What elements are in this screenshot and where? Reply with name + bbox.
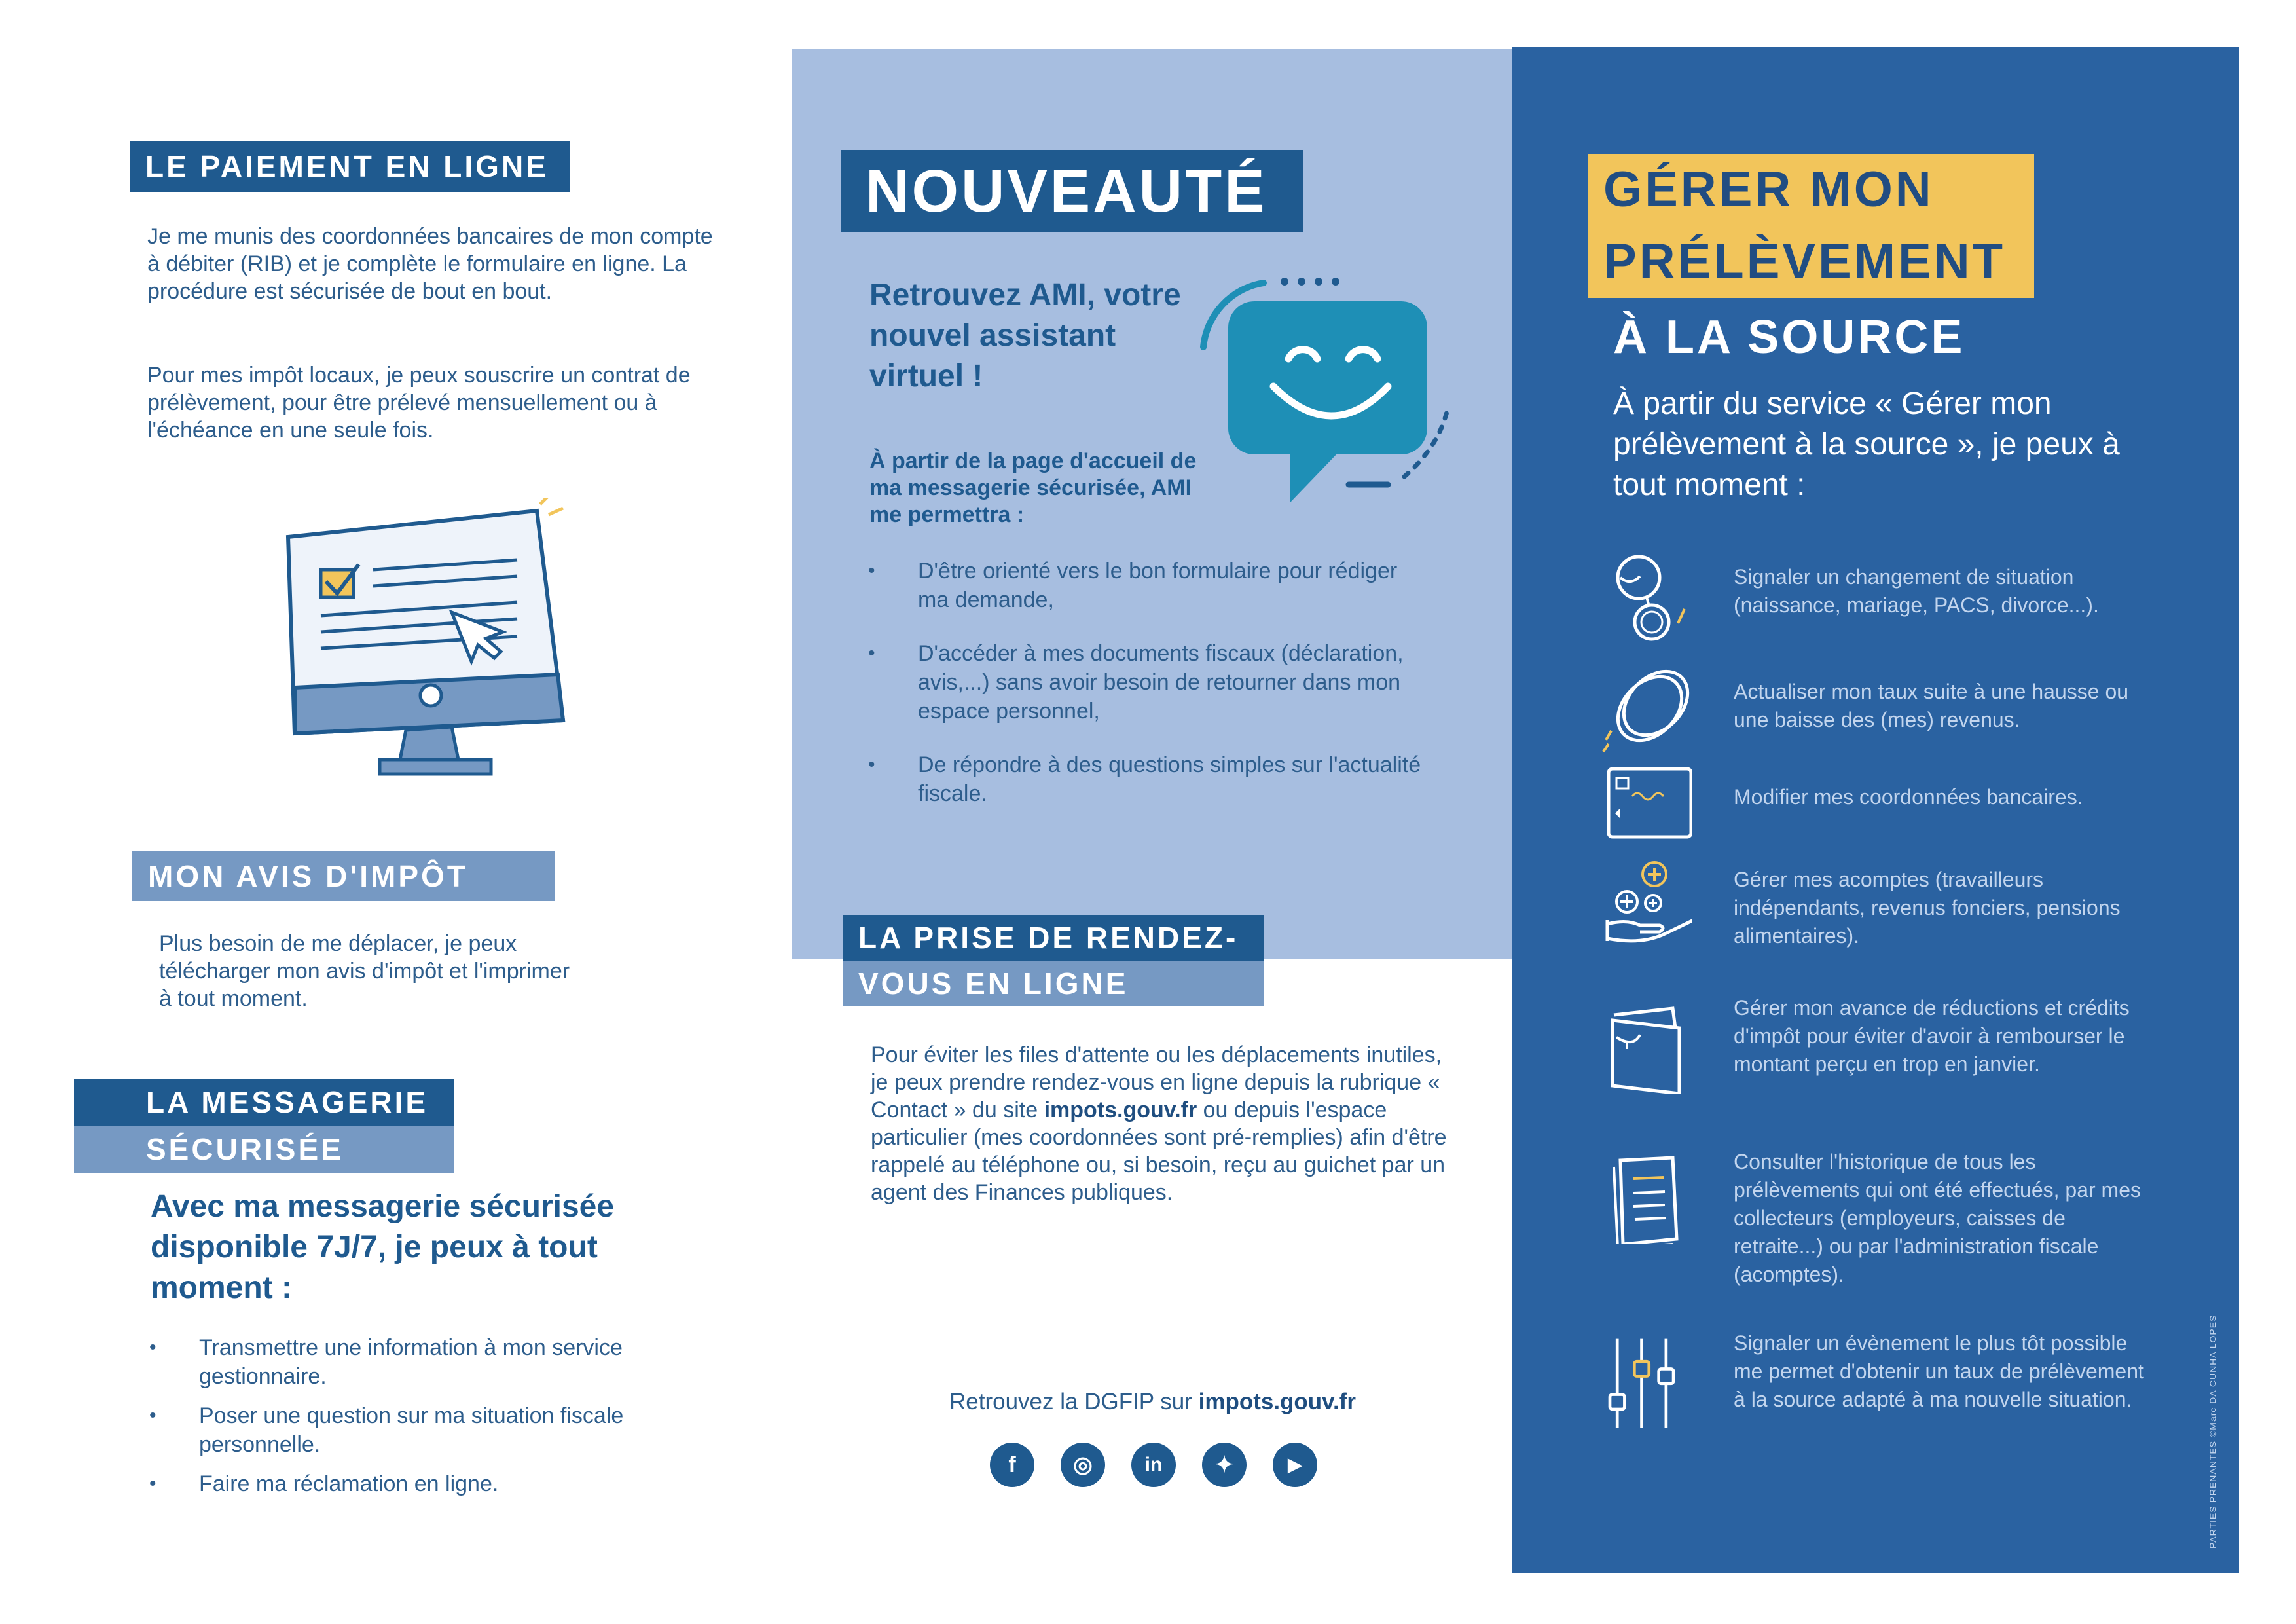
rdv-text-b: ou depuis l'espace particulier (mes coordonnées sont pré-remplies) afin d'être rappelé au téléphone ou, si besoin, reçu au guichet par un agent des Finances publiques.	[871, 1098, 1447, 1205]
facebook-icon[interactable]: f	[990, 1443, 1034, 1487]
computer-form-icon	[275, 498, 576, 786]
list-item: • De répondre à des questions simples sur l'actualité fiscale.	[868, 750, 1431, 808]
section-title-paiement: LE PAIEMENT EN LIGNE	[130, 141, 570, 192]
prelevement-intro: À partir du service « Gérer mon prélèvement à la source », je peux à tout moment :	[1613, 386, 2120, 502]
section-title-rdv-2: VOUS EN LIGNE	[843, 961, 1264, 1006]
linkedin-icon[interactable]: in	[1131, 1443, 1176, 1487]
prelevement-title-3: À LA SOURCE	[1613, 311, 1965, 363]
feature-text: Signaler un évènement le plus tôt possible me permet d'obtenir un taux de prélèvement à la source adapté à ma nouvelle situation.	[1734, 1331, 2144, 1411]
hand-coins-icon	[1601, 855, 1692, 946]
section-title-messagerie-1: LA MESSAGERIE	[74, 1079, 454, 1126]
document-icon	[1601, 1153, 1692, 1244]
feature-text: Consulter l'historique de tous les prélèvements qui ont été effectués, par mes collecteurs (employeurs, caisses de retraite...) ou par l'administration fiscale (acomptes).	[1734, 1150, 2141, 1286]
ami-headline: Retrouvez AMI, votre nouvel assistant virtuel !	[869, 278, 1181, 394]
wallet-icon	[1601, 1002, 1692, 1094]
rdv-text	[871, 1041, 1447, 1206]
instagram-icon[interactable]: ◎	[1061, 1443, 1105, 1487]
rdv-text-a: Pour éviter les files d'attente ou les déplacements inutiles, je peux prendre rendez-vous en ligne depuis la rubrique « Contact » du site	[871, 1043, 1442, 1122]
section-title-rdv-1: LA PRISE DE RENDEZ-	[843, 915, 1264, 961]
rings-icon	[1601, 550, 1692, 642]
prelevement-title-2: PRÉLÈVEMENT	[1588, 226, 2034, 298]
paiement-paragraph-1: Je me munis des coordonnées bancaires de mon compte à débiter (RIB) et je complète le formulaire en ligne. La procédure est sécurisée de bout en bout.	[147, 224, 713, 304]
bank-card-icon	[1601, 760, 1692, 851]
chat-bubble-smile-icon	[1192, 268, 1467, 511]
list-item: • Transmettre une information à mon service gestionnaire.	[149, 1333, 647, 1391]
sliders-icon	[1601, 1336, 1692, 1428]
prelevement-title-1: GÉRER MON	[1588, 154, 2034, 226]
rdv-link[interactable]: impots.gouv.fr	[1044, 1098, 1197, 1122]
ami-list	[868, 557, 1431, 808]
feature-text: Actualiser mon taux suite à une hausse ou une baisse des (mes) revenus.	[1734, 680, 2129, 731]
photo-credit: PARTIES PRENANTES ©Marc DA CUNHA LOPES	[2208, 1314, 2218, 1549]
list-item: • D'être orienté vers le bon formulaire pour rédiger ma demande,	[868, 557, 1431, 614]
footer-label: Retrouvez la DGFIP sur	[949, 1389, 1199, 1414]
avis-text: Plus besoin de me déplacer, je peux télécharger mon avis d'impôt et l'imprimer à tout moment.	[159, 931, 570, 1011]
feature-text: Signaler un changement de situation (naissance, mariage, PACS, divorce...).	[1734, 565, 2099, 617]
messagerie-list	[149, 1333, 647, 1498]
list-item: • Poser une question sur ma situation fiscale personnelle.	[149, 1401, 647, 1459]
footer-link[interactable]: impots.gouv.fr	[1198, 1389, 1357, 1414]
list-item: • D'accéder à mes documents fiscaux (déclaration, avis,...) sans avoir besoin de retourner dans mon espace personnel,	[868, 639, 1431, 726]
ami-intro: À partir de la page d'accueil de ma messagerie sécurisée, AMI me permettra :	[869, 449, 1197, 527]
list-item: • Faire ma réclamation en ligne.	[149, 1469, 647, 1498]
messagerie-lead: Avec ma messagerie sécurisée disponible 7J/7, je peux à tout moment :	[151, 1189, 615, 1305]
coin-icon	[1601, 668, 1692, 760]
feature-text: Modifier mes coordonnées bancaires.	[1734, 785, 2083, 809]
twitter-icon[interactable]: ✦	[1202, 1443, 1247, 1487]
feature-text: Gérer mes acomptes (travailleurs indépendants, revenus fonciers, pensions alimentaires).	[1734, 868, 2121, 948]
footer-text	[949, 1388, 1473, 1416]
section-title-avis: MON AVIS D'IMPÔT	[132, 851, 555, 901]
paiement-paragraph-2: Pour mes impôt locaux, je peux souscrire un contrat de prélèvement, pour être prélevé mensuellement ou à l'échéance en une seule fois.	[147, 363, 691, 443]
feature-text: Gérer mon avance de réductions et crédits d'impôt pour éviter d'avoir à rembourser le montant perçu en trop en janvier.	[1734, 996, 2130, 1076]
youtube-icon[interactable]: ▶	[1273, 1443, 1317, 1487]
section-title-messagerie-2: SÉCURISÉE	[74, 1126, 454, 1173]
nouveaute-title: NOUVEAUTÉ	[841, 150, 1303, 232]
